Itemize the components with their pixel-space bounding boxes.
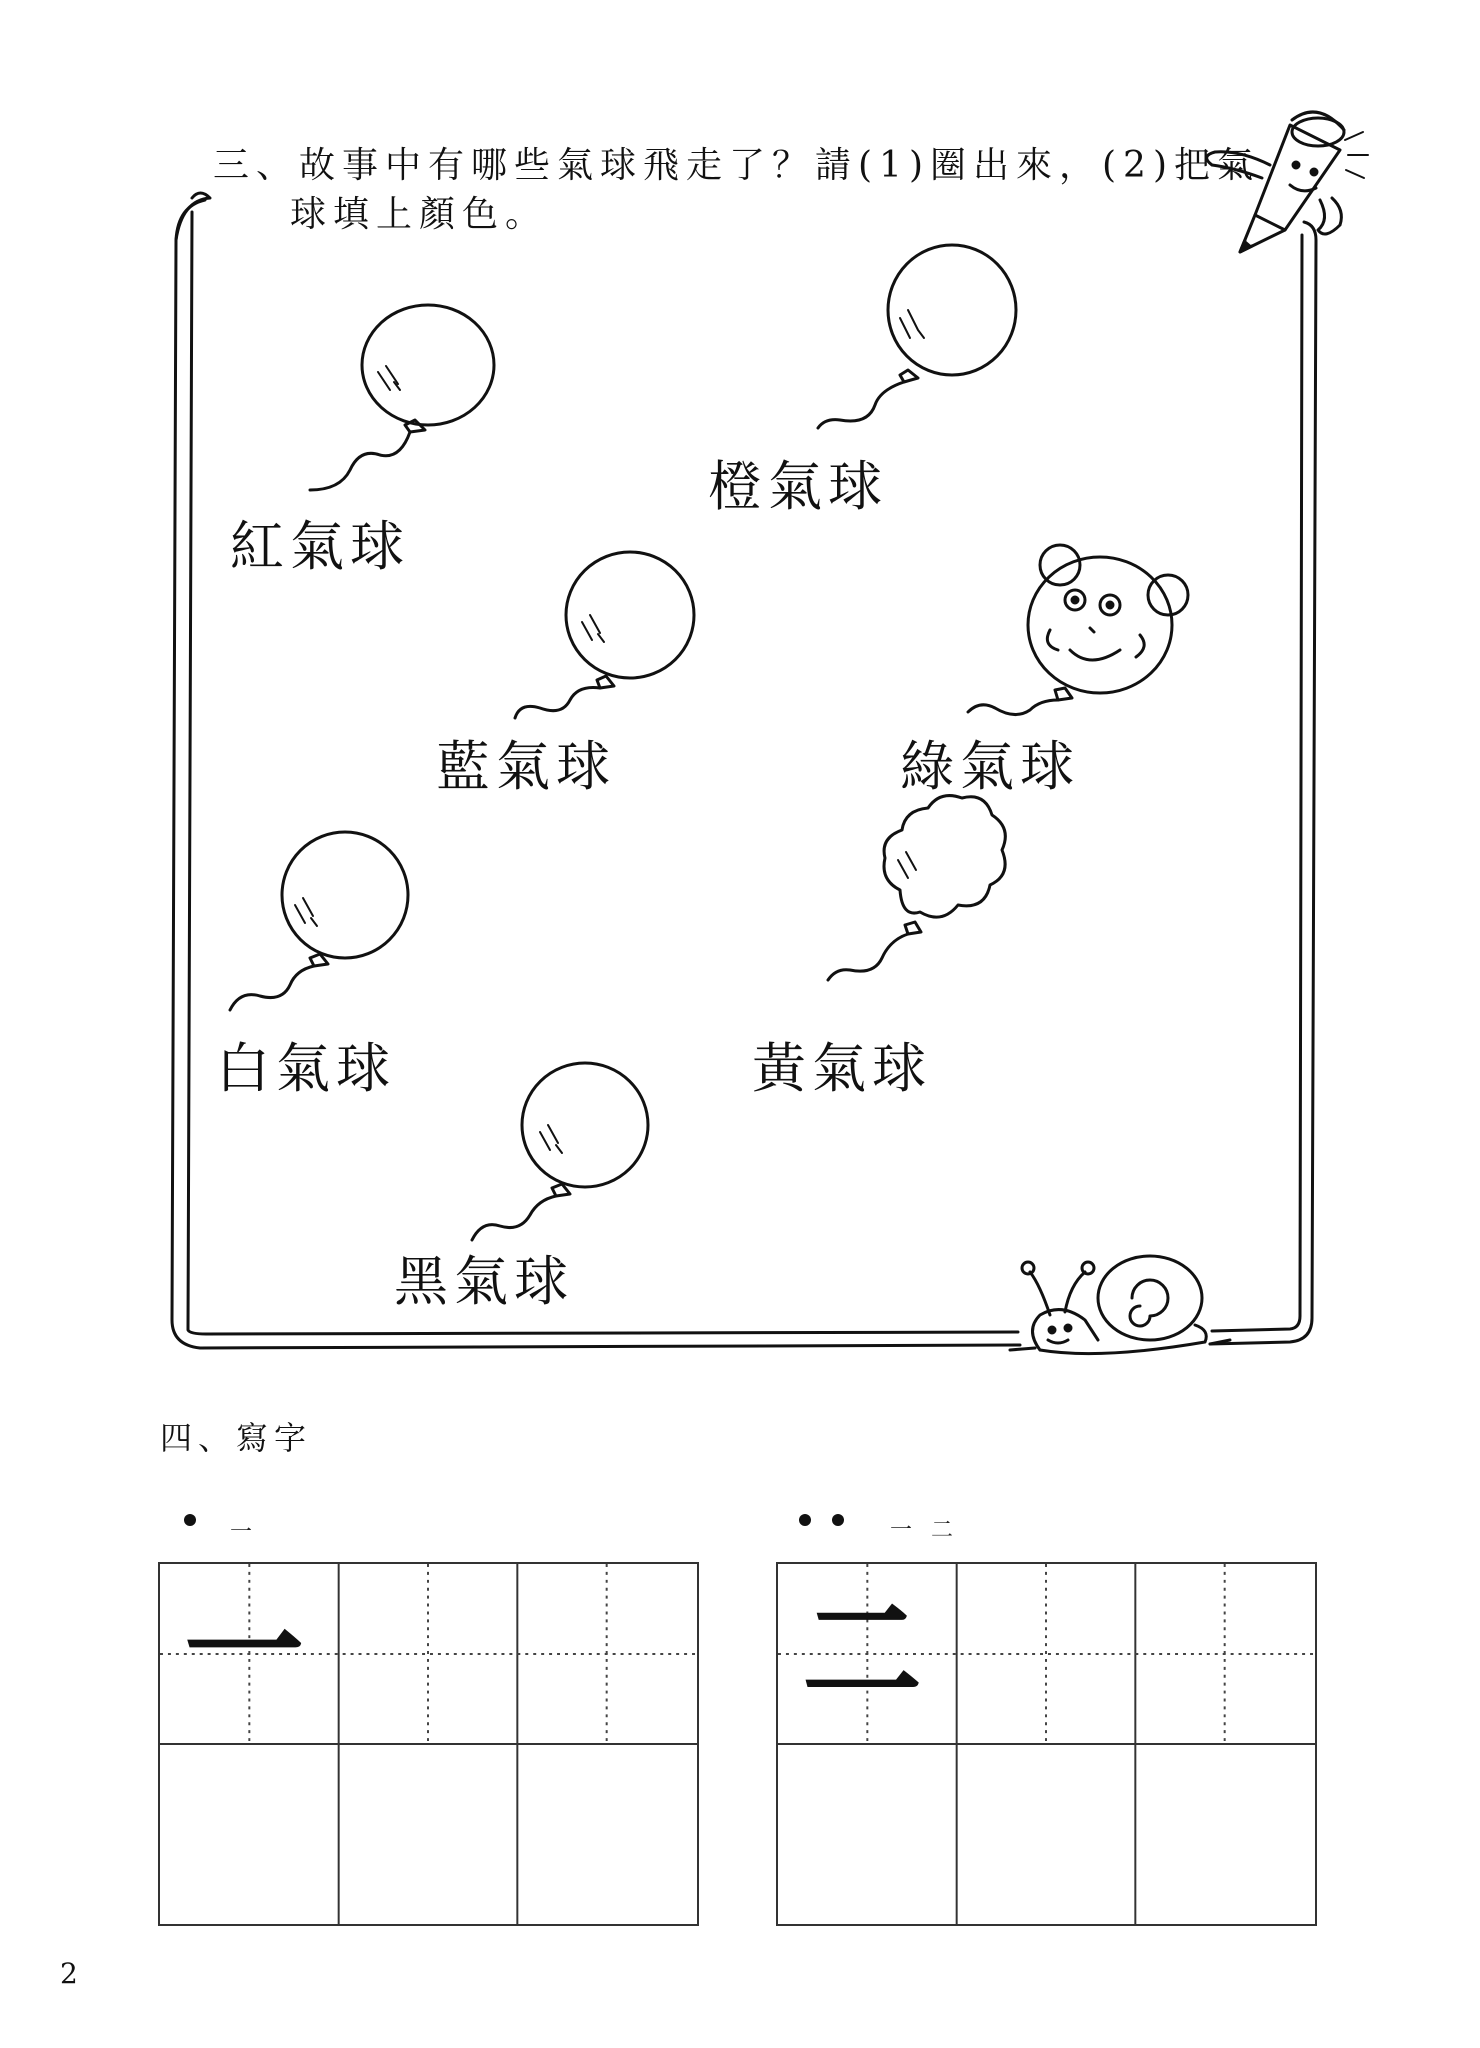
page-number: 2: [60, 1957, 78, 1990]
balloon-red-drawing: [310, 305, 494, 490]
frame-border-inner: [188, 212, 1302, 1334]
balloon-black-drawing: [472, 1063, 648, 1240]
balloon-label-yellow[interactable]: 黃氣球: [752, 1037, 932, 1100]
trace-char-2: 二: [802, 1581, 922, 1722]
balloon-orange-drawing: [818, 245, 1016, 428]
balloon-label-red[interactable]: 紅氣球: [230, 515, 410, 578]
balloon-label-blue[interactable]: 藍氣球: [436, 735, 616, 798]
bullet-dot-1: [184, 1514, 196, 1526]
balloon-label-white[interactable]: 白氣球: [216, 1037, 396, 1100]
char1-stroke-order: 一: [230, 1520, 253, 1545]
writing-grid-2[interactable]: [776, 1562, 1317, 1926]
char2-stroke-order: 一 二: [890, 1518, 959, 1543]
balloon-blue-drawing: [515, 552, 694, 718]
balloon-green-bear-drawing: [968, 545, 1188, 715]
snail-drawing: [1010, 1256, 1230, 1354]
writing-grid-1[interactable]: [158, 1562, 699, 1926]
balloon-label-green[interactable]: 綠氣球: [900, 735, 1080, 798]
bullet-dot-3: [832, 1514, 844, 1526]
trace-char-1: 一: [184, 1581, 304, 1722]
frame-border: [172, 200, 1316, 1348]
balloon-label-black[interactable]: 黑氣球: [394, 1250, 574, 1313]
section3-instruction-line1: 三、故事中有哪些氣球飛走了？請(1)圈出來，(2)把氣: [213, 145, 1260, 186]
section3-instruction-line2: 球填上顏色。: [290, 194, 549, 235]
bullet-dot-2: [799, 1514, 811, 1526]
balloon-white-drawing: [230, 832, 408, 1010]
balloon-yellow-cloud-drawing: [828, 796, 1005, 980]
balloon-label-orange[interactable]: 橙氣球: [708, 455, 888, 518]
section4-title: 四、寫字: [160, 1419, 313, 1457]
